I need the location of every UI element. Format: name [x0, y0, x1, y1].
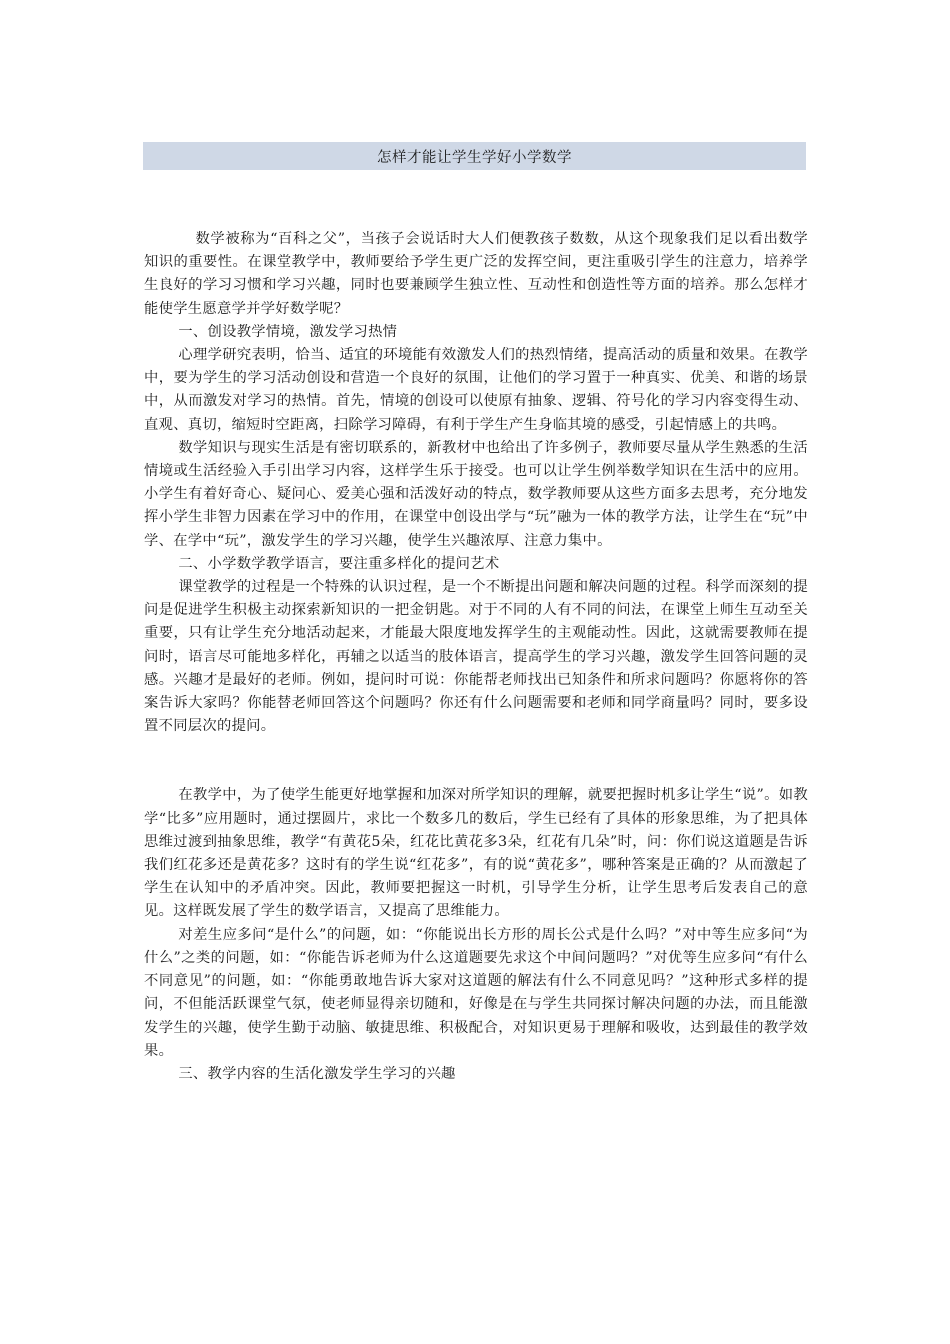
paragraph-3: 课堂教学的过程是一个特殊的认识过程，是一个不断提出问题和解决问题的过程。科学而深刻的提问是促进学生积极主动探索新知识的一把金钥匙。对于不同的人有不同的问法，在课堂上师生互动至关重要，只有让学生充分地活动起来，才能最大限度地发挥学生的主观能动性。因此，这就需要教师在提问时，语言尽可能地多样化，再辅之以适当的肢体语言，提高学生的学习兴趣，激发学生回答问题的灵感。兴趣才是最好的老师。例如，提问时可说：你能帮老师找出已知条件和所求问题吗？你愿将你的答案告诉大家吗？你能替老师回答这个问题吗？你还有什么问题需要和老师和同学商量吗？同时，要多设置不同层次的提问。: [144, 579, 808, 735]
paragraph-2: 数学知识与现实生活是有密切联系的，新教材中也给出了许多例子，教师要尽量从学生熟悉的生活情境或生活经验入手引出学习内容，这样学生乐于接受。也可以让学生例举数学知识在生活中的应用。小学生有着好奇心、疑问心、爱美心强和活泼好动的特点，数学教师要从这些方面多去思考，充分地发挥小学生非智力因素在学习中的作用，在课堂中创设出学与“玩”融为一体的教学方法，让学生在“玩”中学、在学中“玩”，激发学生的学习兴趣，使学生兴趣浓厚、注意力集中。: [144, 439, 808, 549]
document-body: [144, 228, 808, 1086]
paragraph-1: 心理学研究表明，恰当、适宜的环境能有效激发人们的热烈情绪，提高活动的质量和效果。在教学中，要为学生的学习活动创设和营造一个良好的氛围，让他们的学习置于一种真实、优美、和谐的场景中，从而激发对学习的热情。首先，情境的创设可以使原有抽象、逻辑、符号化的学习内容变得生动、直观、真切，缩短时空距离，扫除学习障碍，有利于学生产生身临其境的感受，引起情感上的共鸣。: [144, 347, 808, 433]
section-heading-2: 二、小学数学教学语言，要注重多样化的提问艺术: [178, 555, 500, 572]
paragraph-gap: [144, 738, 808, 784]
section-heading-1: 一、创设教学情境，激发学习热情: [178, 323, 398, 340]
intro-paragraph: 数学被称为“百科之父”，当孩子会说话时大人们便教孩子数数，从这个现象我们足以看出数学知识的重要性。在课堂教学中，教师要给予学生更广泛的发挥空间，更注重吸引学生的注意力，培养学生良好的学习习惯和学习兴趣，同时也要兼顾学生独立性、互动性和创造性等方面的培养。那么怎样才能使学生愿意学并学好数学呢？: [144, 231, 808, 317]
paragraph-5: 对差生应多问“是什么”的问题，如：“你能说出长方形的周长公式是什么吗？”对中等生应多问“为什么”之类的问题，如：“你能告诉老师为什么这道题要先求这个中间问题吗？”对优等生应多问“有什么不同意见”的问题，如：“你能勇敢地告诉大家对这道题的解法有什么不同意见吗？”这种形式多样的提问，不但能活跃课堂气氛，使老师显得亲切随和，好像是在与学生共同探讨解决问题的办法，而且能激发学生的兴趣，使学生勤于动脑、敏捷思维、积极配合，对知识更易于理解和吸收，达到最佳的教学效果。: [144, 926, 808, 1059]
document-title: 怎样才能让学生学好小学数学: [143, 142, 806, 170]
paragraph-4: 在教学中，为了使学生能更好地掌握和加深对所学知识的理解，就要把握时机多让学生“说”。如教学“比多”应用题时，通过摆圆片，求比一个数多几的数后，学生已经有了具体的形象思维，为了把具体思维过渡到抽象思维，教学“有黄花5朵，红花比黄花多3朵，红花有几朵”时，问：你们说这道题是告诉我们红花多还是黄花多？这时有的学生说“红花多”，有的说“黄花多”，哪种答案是正确的？从而激起了学生在认知中的矛盾冲突。因此，教师要把握这一时机，引导学生分析，让学生思考后发表自己的意见。这样既发展了学生的数学语言，又提高了思维能力。: [144, 787, 808, 920]
section-heading-3: 三、教学内容的生活化激发学生学习的兴趣: [178, 1065, 456, 1082]
